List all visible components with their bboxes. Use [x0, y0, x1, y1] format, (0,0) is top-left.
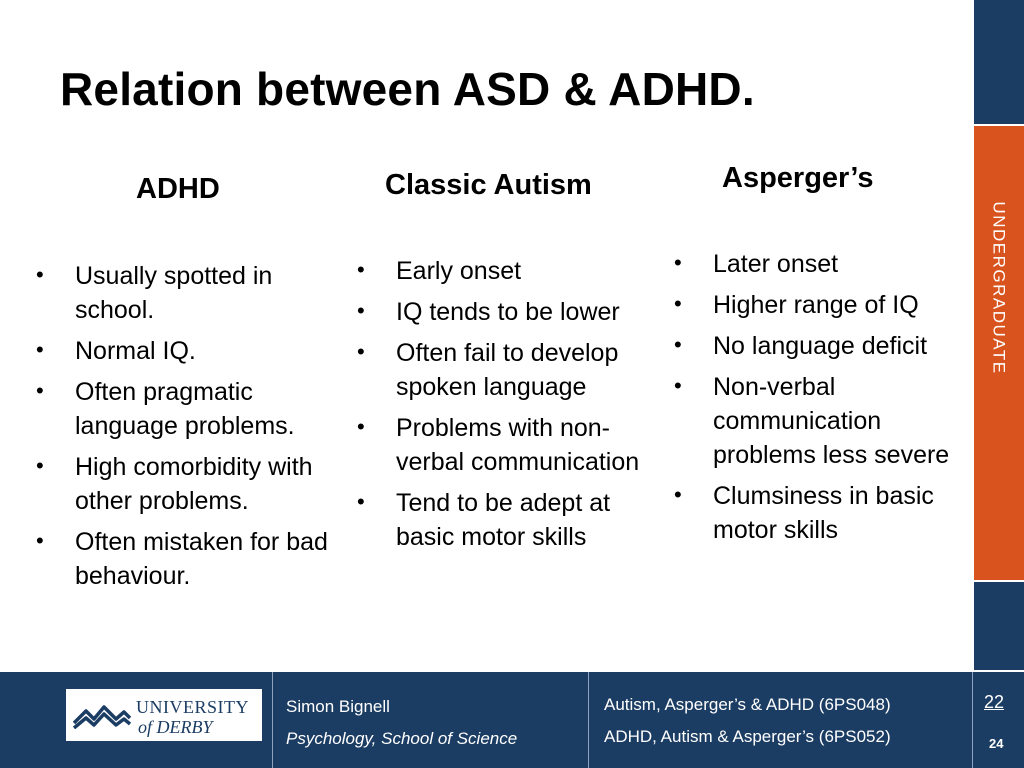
list-item: • Higher range of IQ: [670, 288, 950, 322]
footer-divider: [272, 672, 273, 768]
sidebar-top-block: [974, 0, 1024, 124]
list-item: • Non-verbal communication problems less severe: [670, 370, 950, 472]
sidebar-label: UNDERGRADUATE: [990, 201, 1010, 375]
sidebar-label-wrap: [974, 126, 1024, 580]
list-item: • High comorbidity with other problems.: [32, 450, 352, 518]
footer-author: Simon Bignell: [286, 697, 390, 716]
list-item: • IQ tends to be lower: [353, 295, 653, 329]
list-aspergers: [670, 247, 950, 554]
footer-module-2: ADHD, Autism & Asperger’s (6PS052): [604, 727, 891, 746]
column-heading-adhd: ADHD: [136, 173, 220, 205]
list-item: • Often pragmatic language problems.: [32, 375, 352, 443]
column-heading-classic-autism: Classic Autism: [385, 169, 592, 201]
list-item: • Usually spotted in school.: [32, 259, 352, 327]
list-item: • Often mistaken for bad behaviour.: [32, 525, 352, 593]
list-item: • Later onset: [670, 247, 950, 281]
footer-module-1: Autism, Asperger’s & ADHD (6PS048): [604, 695, 891, 714]
column-heading-aspergers: Asperger’s: [722, 162, 874, 194]
sidebar-bottom-block: [974, 582, 1024, 670]
list-item: • Early onset: [353, 254, 653, 288]
footer: [0, 672, 1024, 768]
list-item: • Tend to be adept at basic motor skills: [353, 486, 653, 554]
list-item: • Problems with non-verbal communication: [353, 411, 653, 479]
list-item: • No language deficit: [670, 329, 950, 363]
university-logo: [66, 689, 262, 741]
slide-title: Relation between ASD & ADHD.: [60, 63, 755, 115]
list-item: • Normal IQ.: [32, 334, 352, 368]
list-classic-autism: [353, 254, 653, 561]
page-number-top: 22: [984, 692, 1005, 712]
list-item: • Often fail to develop spoken language: [353, 336, 653, 404]
logo-text-university: UNIVERSITY: [136, 697, 249, 717]
footer-divider: [972, 672, 973, 768]
logo-mountains-icon: [72, 701, 132, 729]
page-number-bottom: 24: [989, 736, 1004, 751]
footer-divider: [588, 672, 589, 768]
logo-text-derby: of DERBY: [138, 717, 213, 737]
footer-department: Psychology, School of Science: [286, 729, 518, 748]
list-item: • Clumsiness in basic motor skills: [670, 479, 950, 547]
list-adhd: [32, 259, 352, 600]
